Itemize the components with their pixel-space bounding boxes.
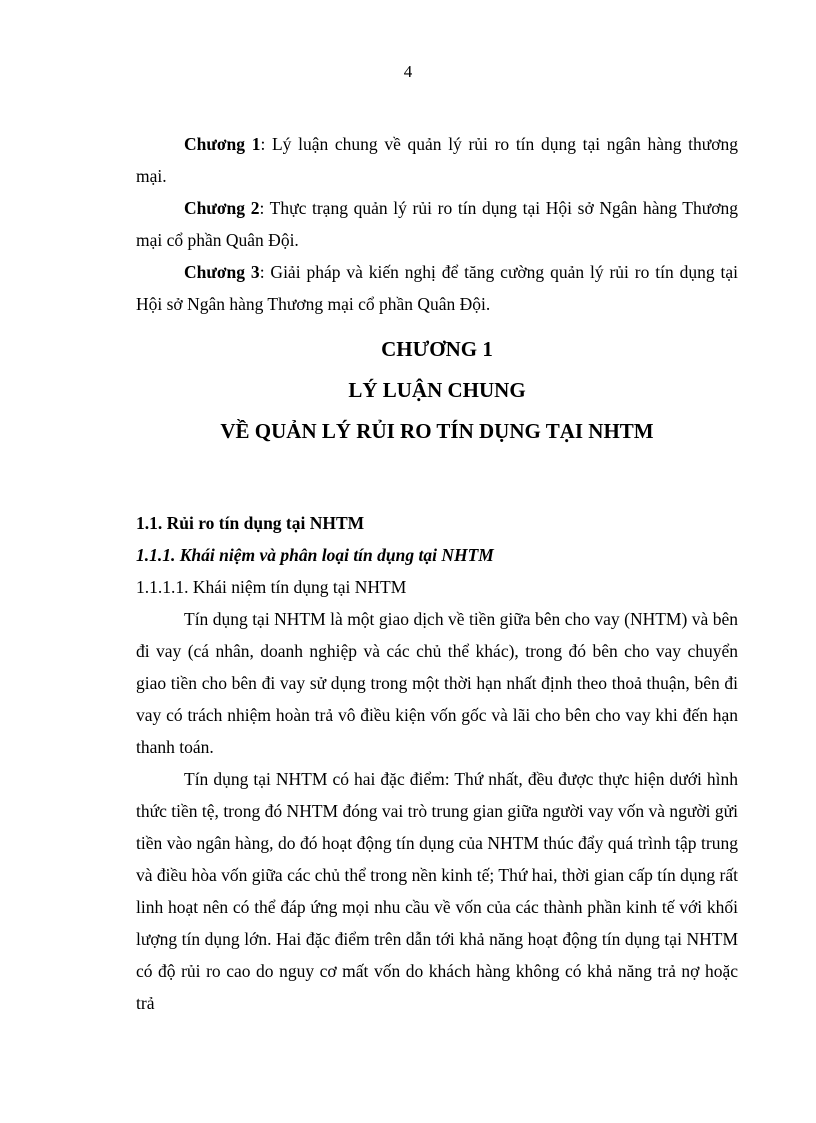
subsubsection-title: 1.1.1.1. Khái niệm tín dụng tại NHTM: [136, 577, 407, 597]
outline-item-chapter-3: [136, 256, 738, 320]
outline-label: Chương 3: [184, 262, 260, 282]
section-title: 1.1. Rủi ro tín dụng tại NHTM: [136, 513, 365, 533]
outline-label: Chương 1: [184, 134, 261, 154]
chapter-heading: [136, 329, 738, 452]
outline-text: : Lý luận chung về quản lý rủi ro tín dụng tại ngân hàng thương mại.: [136, 134, 739, 186]
chapter-title-line-2: VỀ QUẢN LÝ RỦI RO TÍN DỤNG TẠI NHTM: [220, 419, 654, 443]
outline-text: : Thực trạng quản lý rủi ro tín dụng tại Hội sở Ngân hàng Thương mại cổ phần Quân Đội.: [136, 198, 738, 250]
chapter-number-title: CHƯƠNG 1: [381, 337, 493, 361]
body-paragraph-1: Tín dụng tại NHTM là một giao dịch về tiền giữa bên cho vay (NHTM) và bên đi vay (cá nhân, doanh nghiệp và các chủ thể khác), trong đó bên cho vay chuyển giao tiền cho bên đi vay sử dụng trong một thời hạn nhất định theo thoả thuận, bên đi vay có trách nhiệm hoàn trả vô điều kiện vốn gốc và lãi cho bên cho vay khi đến hạn thanh toán.: [136, 609, 738, 757]
outline-item-chapter-2: [136, 192, 738, 256]
chapter-title-line-1: LÝ LUẬN CHUNG: [348, 378, 526, 402]
outline-item-chapter-1: [136, 128, 738, 192]
body-paragraph-2: Tín dụng tại NHTM có hai đặc điểm: Thứ nhất, đều được thực hiện dưới hình thức tiền tệ, trong đó NHTM đóng vai trò trung gian giữa người vay vốn và người gửi tiền vào ngân hàng, do đó hoạt động tín dụng của NHTM thúc đẩy quá trình tập trung và điều hòa vốn giữa các chủ thể trong nền kinh tế; Thứ hai, thời gian cấp tín dụng rất linh hoạt nên có thể đáp ứng mọi nhu cầu về vốn của các thành phần kinh tế với khối lượng tín dụng lớn. Hai đặc điểm trên dẫn tới khả năng hoạt động tín dụng tại NHTM có độ rủi ro cao do nguy cơ mất vốn do khách hàng không có khả năng trả nợ hoặc trả: [136, 769, 738, 1013]
page-content: [136, 128, 738, 1019]
page-number: 4: [403, 62, 413, 81]
outline-label: Chương 2: [184, 198, 260, 218]
outline-text: : Giải pháp và kiến nghị để tăng cường quản lý rủi ro tín dụng tại Hội sở Ngân hàng Thương mại cổ phần Quân Đội.: [136, 262, 738, 314]
subsection-title: 1.1.1. Khái niệm và phân loại tín dụng tại NHTM: [136, 545, 494, 565]
